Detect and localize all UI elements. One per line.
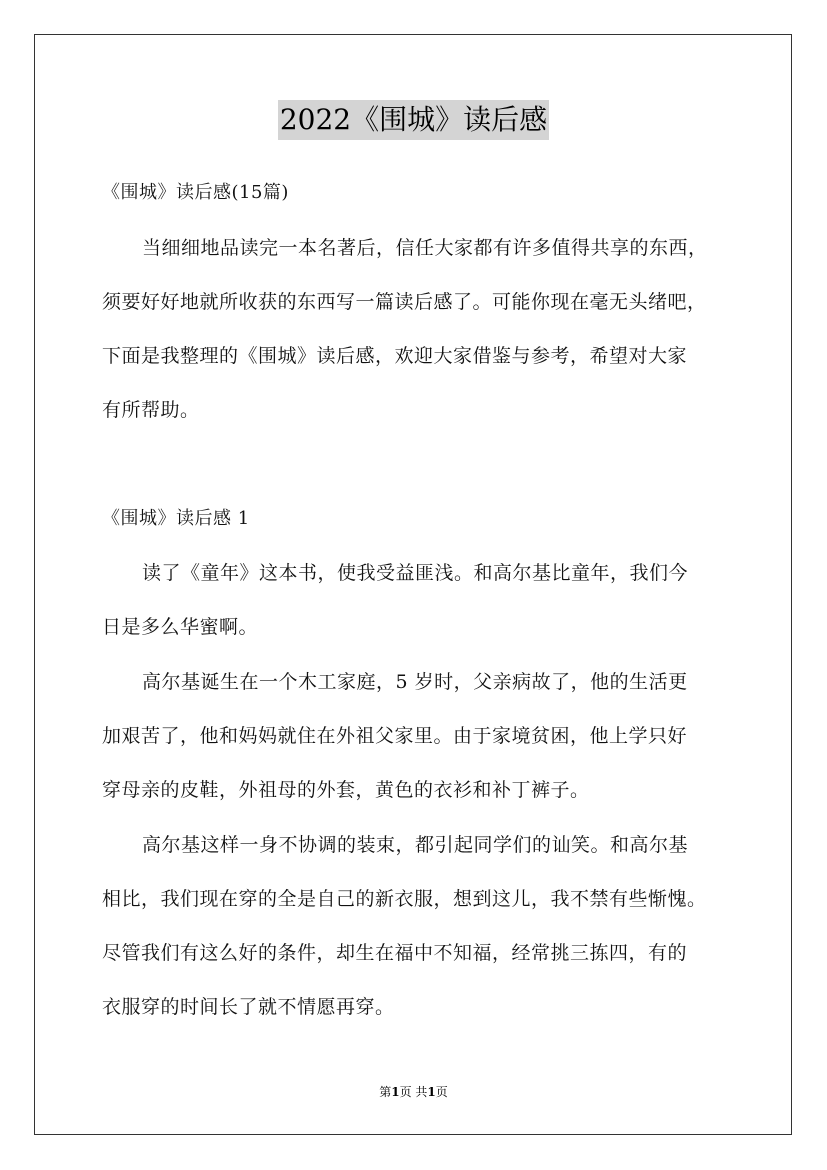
page-total: 1 — [427, 1085, 436, 1099]
paragraph-line: 读了《童年》这本书，使我受益匪浅。和高尔基比童年，我们今 — [142, 562, 689, 584]
intro-line: 下面是我整理的《围城》读后感，欢迎大家借鉴与参考，希望对大家 — [102, 345, 688, 367]
paragraph-line: 尽管我们有这么好的条件，却生在福中不知福，经常挑三拣四，有的 — [102, 942, 688, 964]
page-suffix: 页 — [435, 1085, 448, 1099]
paragraph-line: 高尔基这样一身不协调的装束，都引起同学们的讪笑。和高尔基 — [142, 834, 689, 856]
intro-paragraph — [102, 221, 742, 437]
intro-line: 当细细地品读完一本名著后，信任大家都有许多值得共享的东西， — [142, 237, 708, 259]
intro-line: 有所帮助。 — [102, 399, 200, 421]
paragraph-line: 衣服穿的时间长了就不情愿再穿。 — [102, 996, 395, 1018]
page-mid: 页 共 — [399, 1085, 428, 1099]
body-paragraph — [102, 655, 742, 817]
document-subtitle: 《围城》读后感(15篇) — [102, 182, 289, 203]
intro-line: 须要好好地就所收获的东西写一篇读后感了。可能你现在毫无头绪吧， — [102, 291, 707, 313]
page-title: 2022《围城》读后感 — [278, 100, 549, 140]
body-paragraph — [102, 546, 742, 654]
paragraph-line: 穿母亲的皮鞋，外祖母的外套，黄色的衣衫和补丁裤子。 — [102, 779, 590, 801]
page-prefix: 第 — [379, 1085, 392, 1099]
paragraph-line: 高尔基诞生在一个木工家庭，5 岁时，父亲病故了，他的生活更 — [142, 671, 688, 693]
paragraph-line: 加艰苦了，他和妈妈就住在外祖父家里。由于家境贫困，他上学只好 — [102, 725, 688, 747]
section-heading: 《围城》读后感 1 — [102, 508, 250, 529]
body-paragraph — [102, 818, 742, 1034]
page-footer — [0, 1083, 827, 1100]
paragraph-line: 相比，我们现在穿的全是自己的新衣服，想到这儿，我不禁有些惭愧。 — [102, 888, 707, 910]
page-current: 1 — [391, 1085, 400, 1099]
title-container — [0, 100, 827, 140]
paragraph-line: 日是多么华蜜啊。 — [102, 616, 259, 638]
